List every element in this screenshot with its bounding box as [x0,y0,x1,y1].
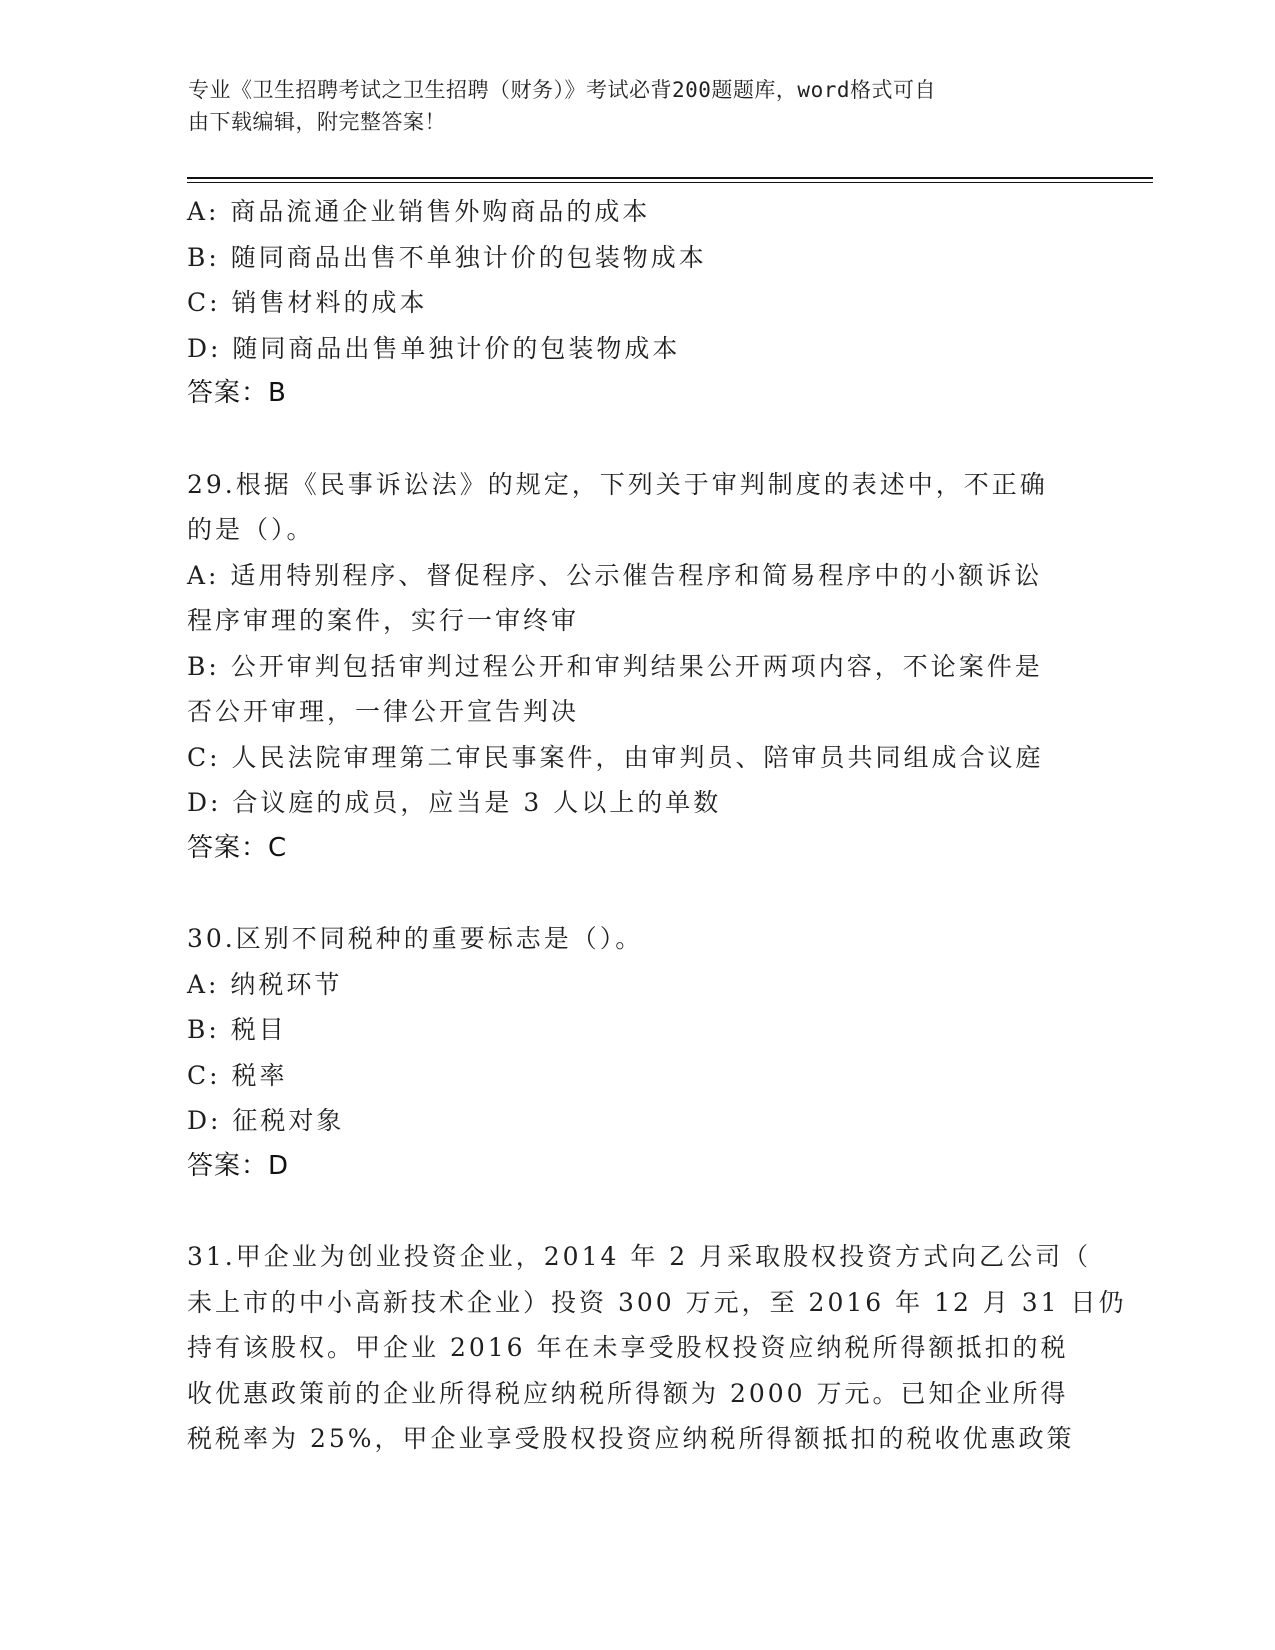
q29-answer: 答案：C [187,832,288,863]
q30-option-a: A: 纳税环节 [187,969,343,999]
question-spacer [187,417,1087,462]
q30-option-c: C: 税率 [187,1060,288,1090]
question-29-block [187,462,1087,872]
q31-stem-line-2: 未上市的中小高新技术企业）投资 300 万元，至 2016 年 12 月 31 日仍 [187,1287,1127,1317]
q28-answer: 答案：B [187,378,287,408]
q30-stem: 30.区别不同税种的重要标志是（）。 [187,924,644,953]
q29-option-b-line-2: 否公开审理，一律公开宣告判决 [187,697,580,726]
q30-option-b: B: 税目 [187,1015,287,1044]
q28-option-c: C: 销售材料的成本 [187,288,428,317]
header-line-1: 专业《卫生招聘考试之卫生招聘（财务）》考试必背200题题库，word格式可自 [188,78,936,102]
q28-option-a: A: 商品流通企业销售外购商品的成本 [187,197,651,226]
q30-option-d: D: 征税对象 [187,1106,345,1135]
q31-stem-line-1: 31.甲企业为创业投资企业，2014 年 2 月采取股权投资方式向乙公司（ [187,1242,1092,1271]
header-divider-thin [187,182,1153,183]
question-spacer [187,871,1087,916]
header-line-2: 由下载编辑，附完整答案！ [188,110,446,134]
q31-stem-line-3: 持有该股权。甲企业 2016 年在未享受股权投资应纳税所得额抵扣的税 [187,1333,1069,1362]
question-31-block [187,1234,1127,1462]
q29-stem-line-2: 的是（）。 [187,515,315,544]
q31-stem-line-5: 税税率为 25%，甲企业享受股权投资应纳税所得额抵扣的税收优惠政策 [187,1424,1075,1453]
question-30-block [187,916,1087,1189]
q29-option-a-line-1: A: 适用特别程序、督促程序、公示催告程序和简易程序中的小额诉讼 [187,560,1043,590]
q30-answer: 答案：D [187,1150,290,1181]
q29-stem-line-1: 29.根据《民事诉讼法》的规定，下列关于审判制度的表述中，不正确 [187,469,1048,499]
document-header [188,74,1068,138]
q29-option-a-line-2: 程序审理的案件，实行一审终审 [187,606,580,635]
question-spacer [187,1189,1087,1234]
question-28-block [187,189,1087,417]
q28-option-b: B: 随同商品出售不单独计价的包装物成本 [187,242,707,272]
q29-option-d: D: 合议庭的成员，应当是 3 人以上的单数 [187,788,722,817]
q29-option-c: C: 人民法院审理第二审民事案件，由审判员、陪审员共同组成合议庭 [187,742,1044,772]
q29-option-b-line-1: B: 公开审判包括审判过程公开和审判结果公开两项内容，不论案件是 [187,651,1043,681]
q28-option-d: D: 随同商品出售单独计价的包装物成本 [187,333,681,363]
header-divider-thick [187,177,1153,179]
q31-stem-line-4: 收优惠政策前的企业所得税应纳税所得额为 2000 万元。已知企业所得 [187,1378,1069,1408]
question-content [187,189,1127,1462]
